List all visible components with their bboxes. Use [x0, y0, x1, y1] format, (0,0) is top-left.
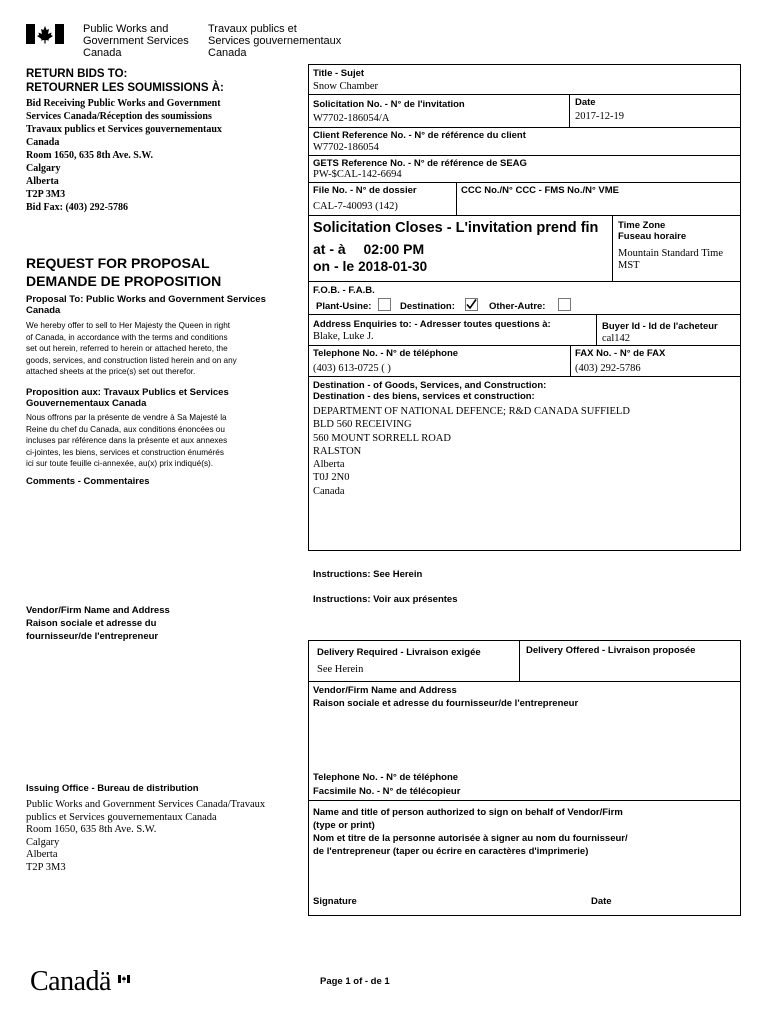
rfp-heading: REQUEST FOR PROPOSAL DEMANDE DE PROPOSITION: [26, 255, 222, 289]
delivery-required-label: Delivery Required - Livraison exigée: [317, 647, 481, 658]
on-label: on - le: [313, 258, 355, 274]
gets-reference-label: GETS Reference No. - N° de référence de SEAG: [313, 158, 527, 169]
buyer-id-label: Buyer Id - Id de l'acheteur: [602, 321, 718, 332]
solicitation-number-label: Solicitation No. - N° de l'invitation: [313, 99, 465, 110]
fax-label: FAX No. - N° de FAX: [575, 348, 666, 359]
client-reference-value: W7702-186054: [313, 142, 379, 153]
close-date: 2018-01-30: [358, 259, 428, 274]
solicitation-number-value: W7702-186054/A: [313, 113, 390, 124]
delivery-required-value: See Herein: [317, 664, 364, 675]
title-value: Snow Chamber: [313, 81, 379, 92]
ccc-number-label: CCC No./N° CCC - FMS No./N° VME: [461, 185, 620, 196]
canada-wordmark: Canadä: [30, 966, 111, 997]
other-autre-checkbox[interactable]: [558, 298, 571, 311]
at-label: at - à: [313, 241, 346, 257]
return-bids-address: Bid Receiving Public Works and Government Services Canada/Réception des soumissions Travaux publics et Services gouvernementaux Canada Room 1650, 635 8th Ave. S.W. Calgary Alberta T2P 3M3 Bid Fax: (403) 292-5786: [26, 98, 222, 213]
telephone-label: Telephone No. - N° de téléphone: [313, 348, 459, 359]
time-zone-value: Mountain Standard Time MST: [618, 248, 724, 271]
address-enquiries-label: Address Enquiries to: - Adresser toutes questions à:: [313, 319, 551, 330]
plant-usine-checkbox[interactable]: [378, 298, 391, 311]
gets-reference-value: PW-$CAL-142-6694: [313, 169, 402, 180]
date-value: 2017-12-19: [575, 111, 624, 122]
buyer-id-value: cal142: [602, 333, 630, 344]
plant-usine-label: Plant-Usine:: [316, 301, 372, 312]
fax-value: (403) 292-5786: [575, 363, 641, 374]
title-label: Title - Sujet: [313, 68, 365, 79]
destination-fob-label: Destination:: [400, 301, 455, 312]
department-name-english: Public Works and Government Services Canada: [83, 23, 189, 59]
department-name-french: Travaux publics et Services gouvernementaux Canada: [208, 23, 342, 59]
date-label: Date: [575, 97, 596, 108]
comments-label: Comments - Commentaires: [26, 476, 150, 487]
solicitation-closes-label: Solicitation Closes - L'invitation prend fin: [313, 220, 599, 236]
vendor-facsimile-label: Facsimile No. - N° de télécopieur: [313, 786, 461, 797]
proposal-to-text: We hereby offer to sell to Her Majesty the Queen in right of Canada, in accordance with the terms and conditions set out herein, referred to herein or attached hereto, the goods, services, and construction listed herein and on any attached sheets at the price(s) set out therefor.: [26, 321, 237, 377]
issuing-office-heading: Issuing Office - Bureau de distribution: [26, 783, 199, 794]
proposal-to-heading: Proposal To: Public Works and Government Services Canada: [26, 294, 266, 316]
destination-address: DEPARTMENT OF NATIONAL DEFENCE; R&D CANADA SUFFIELD BLD 560 RECEIVING 560 MOUNT SORRELL ROAD RALSTON Alberta T0J 2N0 Canada: [313, 406, 630, 497]
destination-goods-label: Destination - of Goods, Services, and Construction: Destination - des biens, services et construction:: [313, 380, 547, 402]
wordmark-flag-icon: [118, 970, 130, 978]
vendor-name-address-label: Vendor/Firm Name and Address Raison sociale et adresse du fournisseur/de l'entrepreneur: [313, 685, 579, 709]
checkmark-icon: [465, 298, 478, 311]
instructions-french: Instructions: Voir aux présentes: [313, 594, 458, 605]
destination-checkbox[interactable]: [465, 298, 478, 311]
authorized-person-label: Name and title of person authorized to sign on behalf of Vendor/Firm (type or print) Nom et titre de la personne autorisée à signer au nom du fournisseur/ de l'entrepreneur (taper ou écrire en caractères d'imprimerie): [313, 807, 628, 857]
client-reference-label: Client Reference No. - N° de référence du client: [313, 130, 526, 141]
file-number-value: CAL-7-40093 (142): [313, 201, 398, 212]
proposition-heading: Proposition aux: Travaux Publics et Services Gouvernementaux Canada: [26, 387, 229, 409]
fob-label: F.O.B. - F.A.B.: [313, 285, 375, 296]
delivery-offered-label: Delivery Offered - Livraison proposée: [526, 645, 696, 656]
proposition-text: Nous offrons par la présente de vendre à Sa Majesté la Reine du chef du Canada, aux conditions énoncées ou incluses par référence dans la présente et aux annexes ci-jointes, les biens, services et construction énumérés ici sur toute feuille ci-annexée, au(x) prix indiqué(s).: [26, 413, 228, 469]
page-number: Page 1 of - de 1: [320, 976, 390, 987]
canada-flag-icon: [26, 24, 64, 44]
issuing-office-address: Public Works and Government Services Canada/Travaux publics et Services gouvernementaux Canada Room 1650, 635 8th Ave. S.W. Calgary Alberta T2P 3M3: [26, 799, 266, 873]
other-autre-label: Other-Autre:: [489, 301, 546, 312]
vendor-telephone-label: Telephone No. - N° de téléphone: [313, 772, 459, 783]
return-bids-heading: RETURN BIDS TO: RETOURNER LES SOUMISSIONS À:: [26, 68, 224, 94]
signature-label: Signature: [313, 896, 357, 907]
address-enquiries-value: Blake, Luke J.: [313, 331, 374, 342]
close-time-row: [313, 241, 424, 257]
vendor-left-label: Vendor/Firm Name and Address Raison sociale et adresse du fournisseur/de l'entrepreneur: [26, 605, 170, 642]
time-zone-label: Time Zone Fuseau horaire: [618, 220, 687, 242]
file-number-label: File No. - N° de dossier: [313, 185, 417, 196]
close-date-row: [313, 258, 427, 274]
instructions-english: Instructions: See Herein: [313, 569, 423, 580]
close-time: 02:00 PM: [363, 241, 425, 257]
signature-date-label: Date: [591, 896, 612, 907]
telephone-value: (403) 613-0725 ( ): [313, 363, 391, 374]
